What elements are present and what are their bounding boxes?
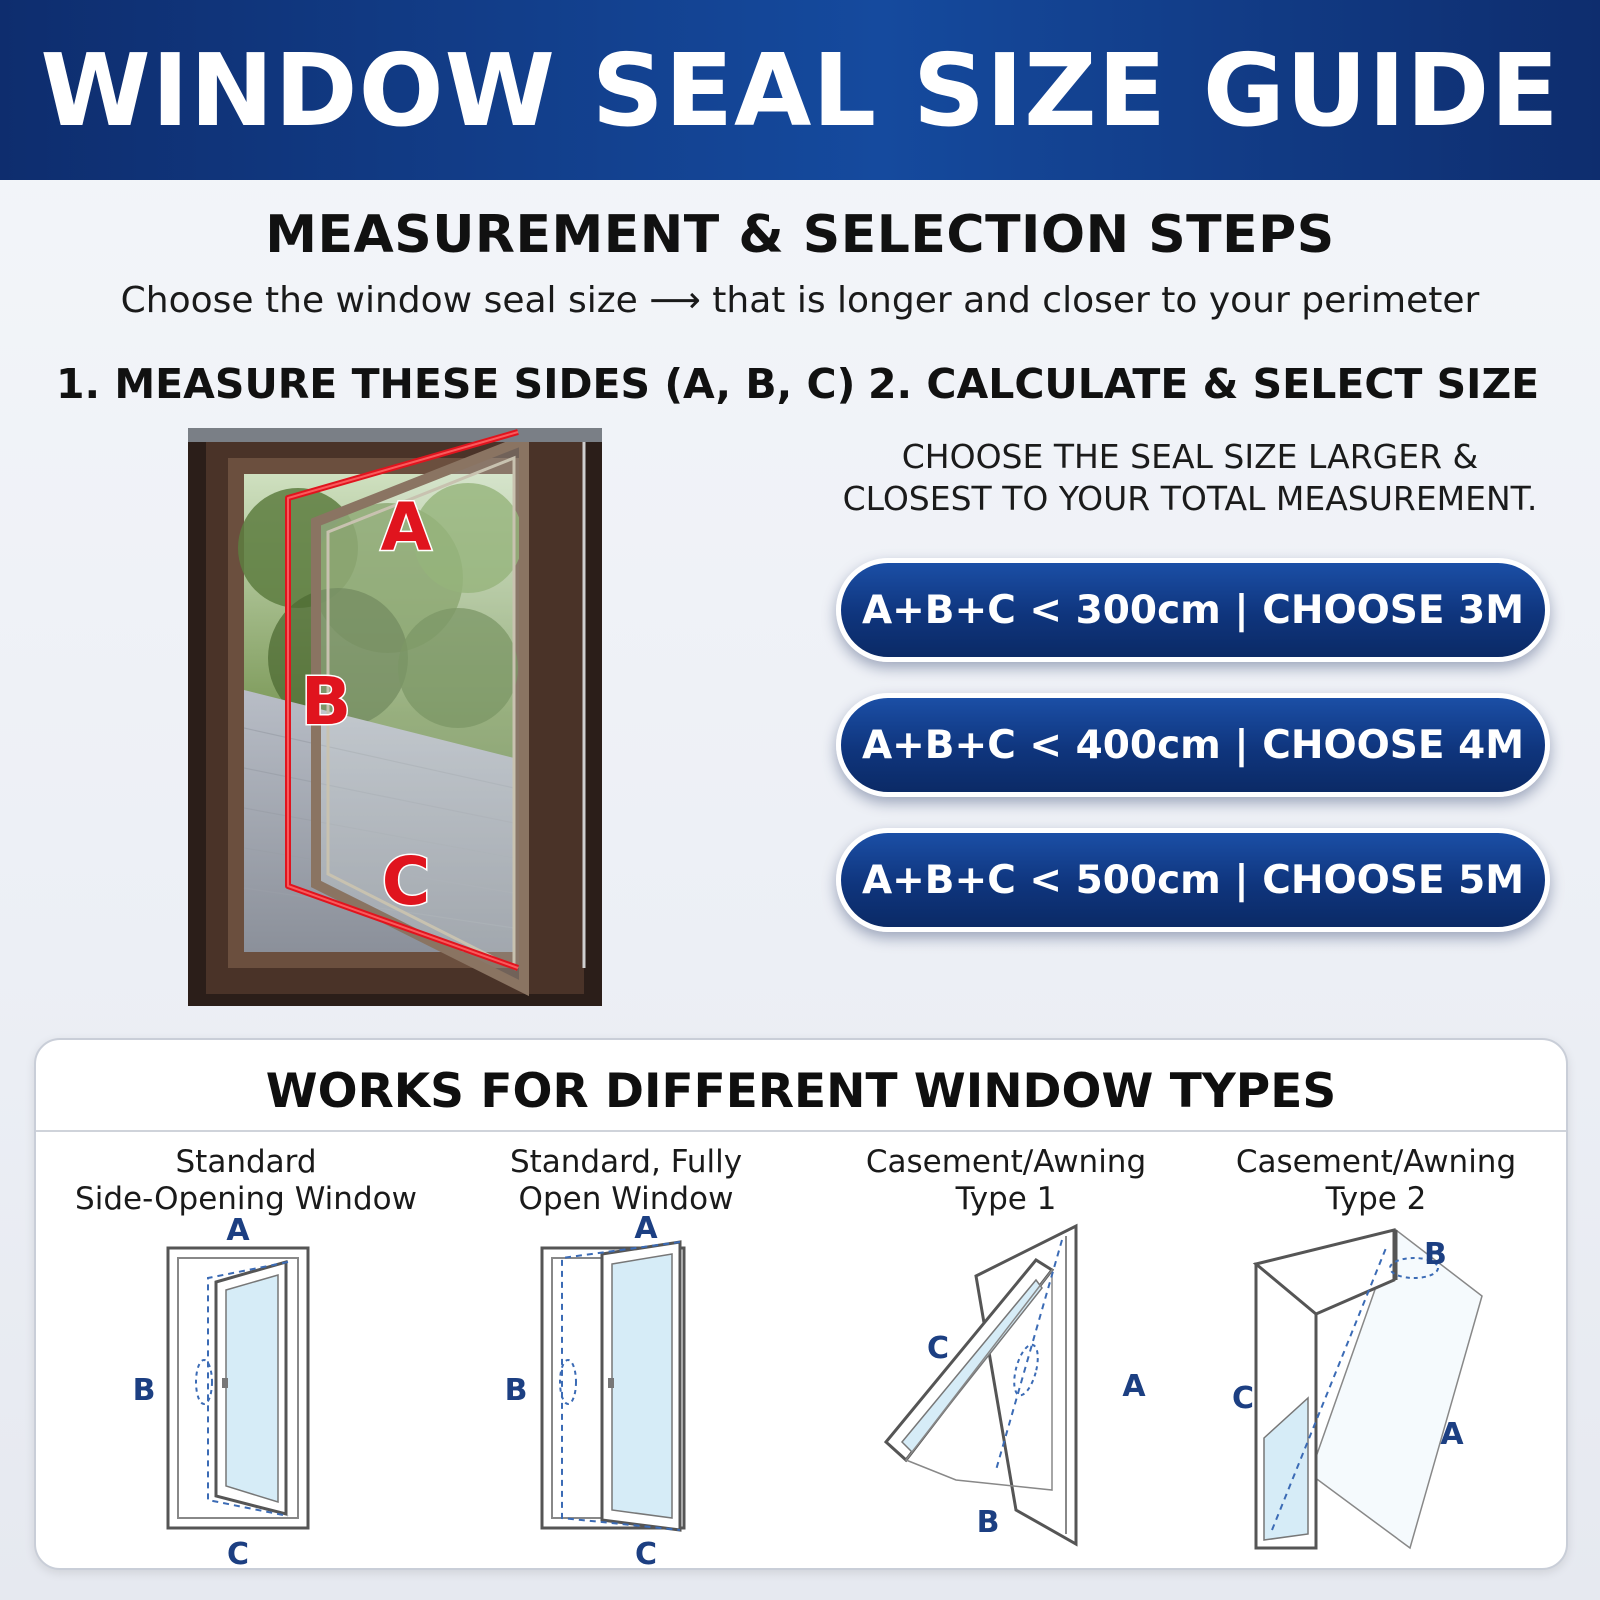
type4-line2: Type 2: [1325, 1181, 1427, 1217]
casement-type2-diagram: [1232, 1218, 1536, 1568]
type3-letter-a: A: [1122, 1369, 1146, 1404]
steps-title: MEASUREMENT & SELECTION STEPS: [265, 205, 1335, 265]
type2-line2: Open Window: [518, 1181, 734, 1217]
type2-letter-c: C: [634, 1537, 658, 1572]
type3-line2: Type 1: [955, 1181, 1057, 1217]
type-label-casement-2: [1196, 1144, 1556, 1218]
type4-line1: Casement/Awning: [1235, 1144, 1517, 1180]
type3-line1: Casement/Awning: [865, 1144, 1147, 1180]
type1-letter-c: C: [226, 1537, 250, 1572]
photo-label-a: A: [380, 489, 432, 566]
casement-type1-diagram: [866, 1220, 1166, 1560]
photo-label-b: B: [300, 663, 352, 740]
calc-note: [830, 436, 1550, 520]
type3-letter-b: B: [976, 1505, 1000, 1540]
step1-heading: 1. MEASURE THESE SIDES (A, B, C): [56, 360, 856, 408]
type1-letter-b: B: [132, 1373, 156, 1408]
type-label-side-opening: [56, 1144, 436, 1218]
type2-letter-a: A: [634, 1211, 658, 1246]
page-title: WINDOW SEAL SIZE GUIDE: [40, 31, 1560, 149]
type4-letter-a: A: [1440, 1417, 1464, 1452]
steps-subtitle: Choose the window seal size ⟶ that is longer and closer to your perimeter: [120, 280, 1480, 321]
type4-letter-c: C: [1232, 1381, 1255, 1416]
fully-open-window-diagram: [496, 1211, 756, 1572]
type1-letter-a: A: [226, 1213, 250, 1248]
type-label-casement-1: [816, 1144, 1196, 1218]
panel-divider: [36, 1130, 1566, 1132]
type2-line1: Standard, Fully: [509, 1144, 743, 1180]
calc-note-line1: CHOOSE THE SEAL SIZE LARGER &: [901, 437, 1479, 476]
type4-letter-b: B: [1424, 1237, 1447, 1272]
window-types-panel: [34, 1038, 1568, 1570]
photo-label-c: C: [381, 843, 431, 920]
type-label-fully-open: [436, 1144, 816, 1218]
type1-line2: Side-Opening Window: [75, 1181, 417, 1217]
size-option-5m: A+B+C < 500cm | CHOOSE 5M: [836, 828, 1550, 932]
size-option-3m: A+B+C < 300cm | CHOOSE 3M: [836, 558, 1550, 662]
step2-heading: 2. CALCULATE & SELECT SIZE: [868, 360, 1540, 408]
calc-note-line2: CLOSEST TO YOUR TOTAL MEASUREMENT.: [842, 479, 1538, 518]
header-banner: [0, 0, 1600, 180]
window-types-title: WORKS FOR DIFFERENT WINDOW TYPES: [265, 1064, 1337, 1119]
type2-letter-b: B: [504, 1373, 528, 1408]
size-option-4m: A+B+C < 400cm | CHOOSE 4M: [836, 693, 1550, 797]
type1-line1: Standard: [175, 1144, 317, 1180]
type3-letter-c: C: [926, 1331, 950, 1366]
window-measure-photo: [188, 428, 602, 1006]
side-opening-window-diagram: [116, 1213, 376, 1572]
